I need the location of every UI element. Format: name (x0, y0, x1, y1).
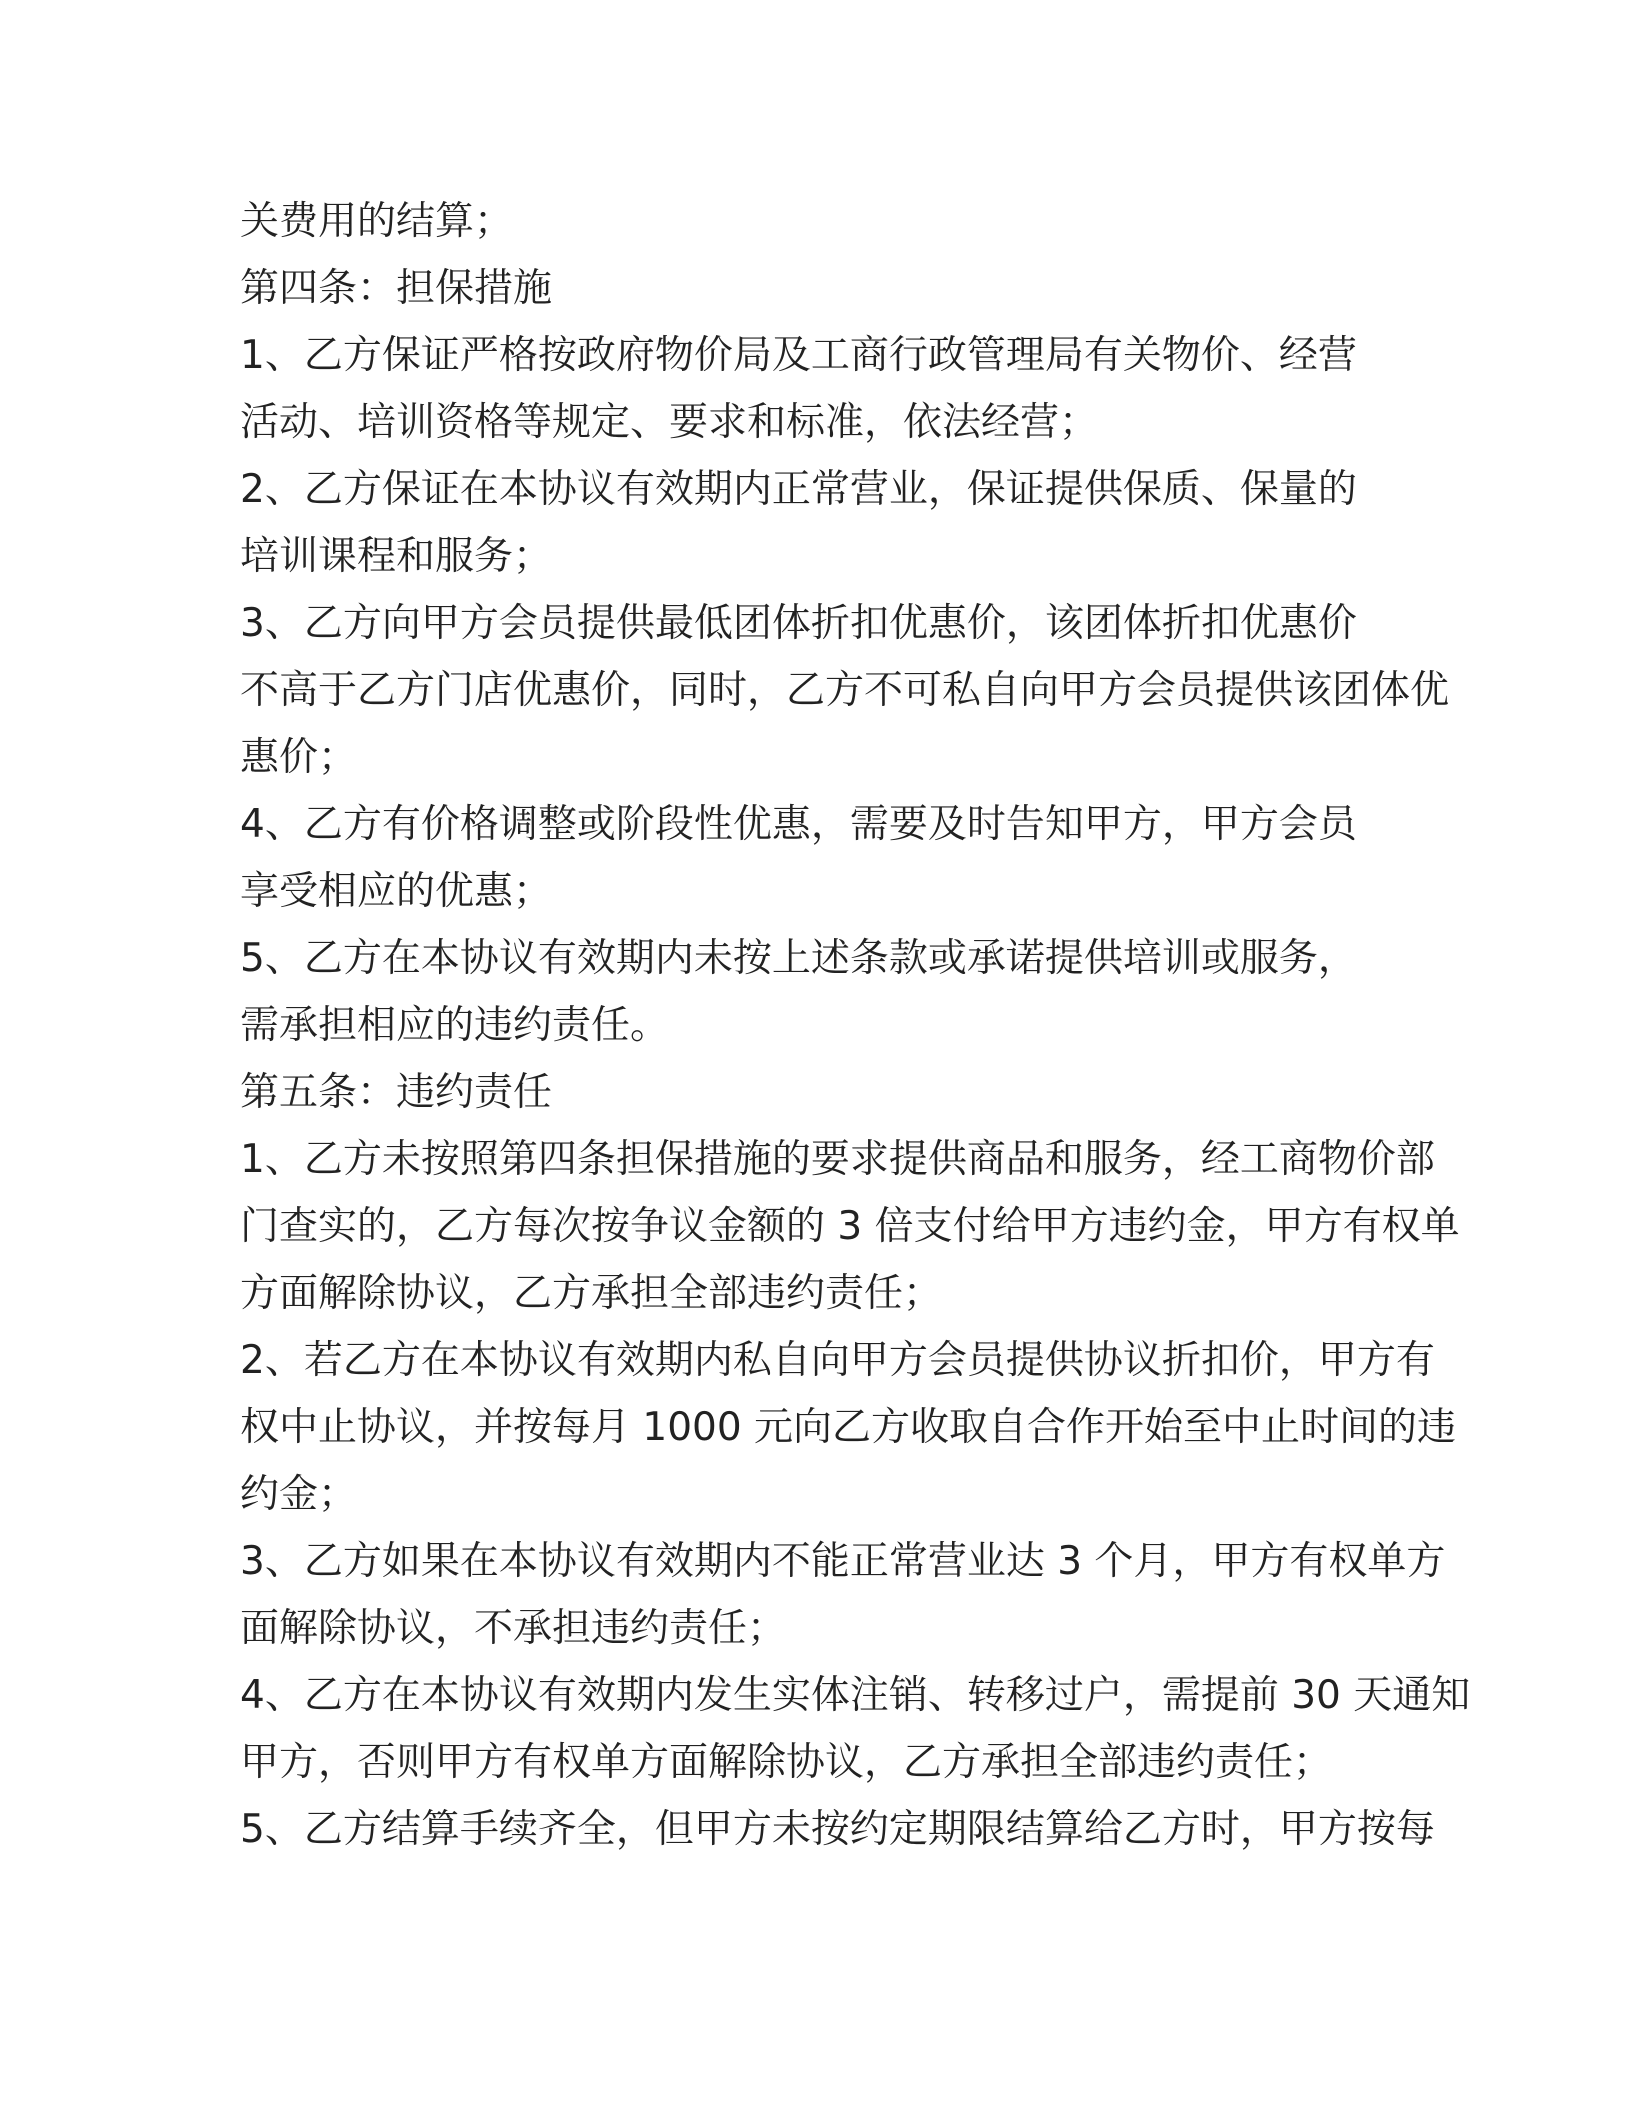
text-line: 享受相应的优惠； (240, 869, 553, 914)
section-heading: 第五条：违约责任 (240, 1070, 553, 1115)
text-line: 培训课程和服务； (240, 534, 553, 579)
text-line: 关费用的结算； (240, 199, 514, 244)
text-line: 活动、培训资格等规定、要求和标准，依法经营； (240, 400, 1099, 445)
text-line: 不高于乙方门店优惠价，同时，乙方不可私自向甲方会员提供该团体优 (240, 668, 1450, 713)
text-line: 方面解除协议，乙方承担全部违约责任； (240, 1271, 943, 1316)
text-line: 3、乙方向甲方会员提供最低团体折扣优惠价，该团体折扣优惠价 (240, 601, 1357, 646)
text-line: 3、乙方如果在本协议有效期内不能正常营业达 3 个月，甲方有权单方 (240, 1539, 1446, 1584)
text-line: 甲方，否则甲方有权单方面解除协议，乙方承担全部违约责任； (240, 1740, 1333, 1785)
text-line: 需承担相应的违约责任。 (240, 1003, 670, 1048)
text-line: 2、若乙方在本协议有效期内私自向甲方会员提供协议折扣价，甲方有 (240, 1338, 1435, 1383)
text-line: 5、乙方在本协议有效期内未按上述条款或承诺提供培训或服务， (240, 936, 1357, 981)
text-line: 惠价； (240, 735, 358, 780)
text-line: 1、乙方未按照第四条担保措施的要求提供商品和服务，经工商物价部 (240, 1137, 1435, 1182)
text-line: 权中止协议，并按每月 1000 元向乙方收取自合作开始至中止时间的违 (240, 1405, 1457, 1450)
text-line: 1、乙方保证严格按政府物价局及工商行政管理局有关物价、经营 (240, 333, 1357, 378)
text-line: 5、乙方结算手续齐全，但甲方未按约定期限结算给乙方时，甲方按每 (240, 1807, 1435, 1852)
text-line: 2、乙方保证在本协议有效期内正常营业，保证提供保质、保量的 (240, 467, 1357, 512)
section-heading: 第四条：担保措施 (240, 266, 553, 311)
text-line: 4、乙方有价格调整或阶段性优惠，需要及时告知甲方，甲方会员 (240, 802, 1357, 847)
text-line: 面解除协议，不承担违约责任； (240, 1606, 787, 1651)
text-line: 门查实的，乙方每次按争议金额的 3 倍支付给甲方违约金，甲方有权单 (240, 1204, 1460, 1249)
text-line: 4、乙方在本协议有效期内发生实体注销、转移过户，需提前 30 天通知 (240, 1673, 1471, 1718)
document-body (240, 188, 1471, 1863)
text-line: 约金； (240, 1472, 358, 1517)
